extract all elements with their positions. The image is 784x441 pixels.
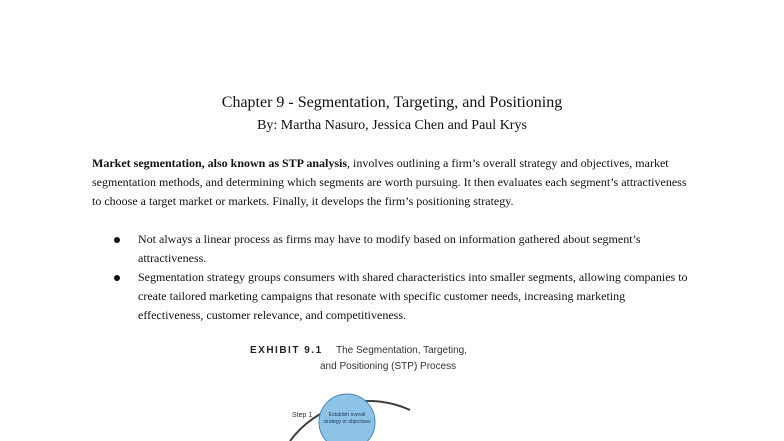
bullet-icon: [114, 237, 120, 243]
exhibit-caption-line2: and Positioning (STP) Process: [320, 361, 457, 372]
step-label: Step 1: [292, 412, 313, 419]
bullet-text: Not always a linear process as firms may have to modify based on information gathered about segment’s attractiveness.: [138, 232, 641, 265]
chapter-title: Chapter 9 - Segmentation, Targeting, and Positioning: [221, 94, 563, 111]
node-label: Establish overall strategy or objectives: [323, 412, 371, 425]
intro-paragraph: [92, 154, 692, 211]
exhibit-label: EXHIBIT 9.1: [250, 345, 323, 356]
intro-bold-text: Market segmentation, also known as STP analysis: [92, 156, 348, 170]
bullet-list: [92, 230, 692, 325]
list-item: [92, 230, 692, 268]
exhibit-caption-line1: The Segmentation, Targeting,: [336, 345, 468, 356]
bullet-icon: [114, 275, 120, 281]
authors-line: By: Martha Nasuro, Jessica Chen and Paul Krys: [257, 118, 527, 133]
intro-text: , involves outlining a firm’s overall strategy and objectives, market segmentation methods, and determining which segments are worth pursuing. It then evaluates each segment’s attractiveness to choose a target market or markets. Finally, it develops the firm’s positioning strategy.: [92, 156, 687, 208]
exhibit-figure: [250, 340, 500, 441]
bullet-text: Segmentation strategy groups consumers with shared characteristics into smaller segments, allowing companies to create tailored marketing campaigns that resonate with specific customer needs, increasing marketing effectiveness, customer relevance, and competitiveness.: [138, 270, 688, 322]
list-item: [92, 268, 692, 325]
